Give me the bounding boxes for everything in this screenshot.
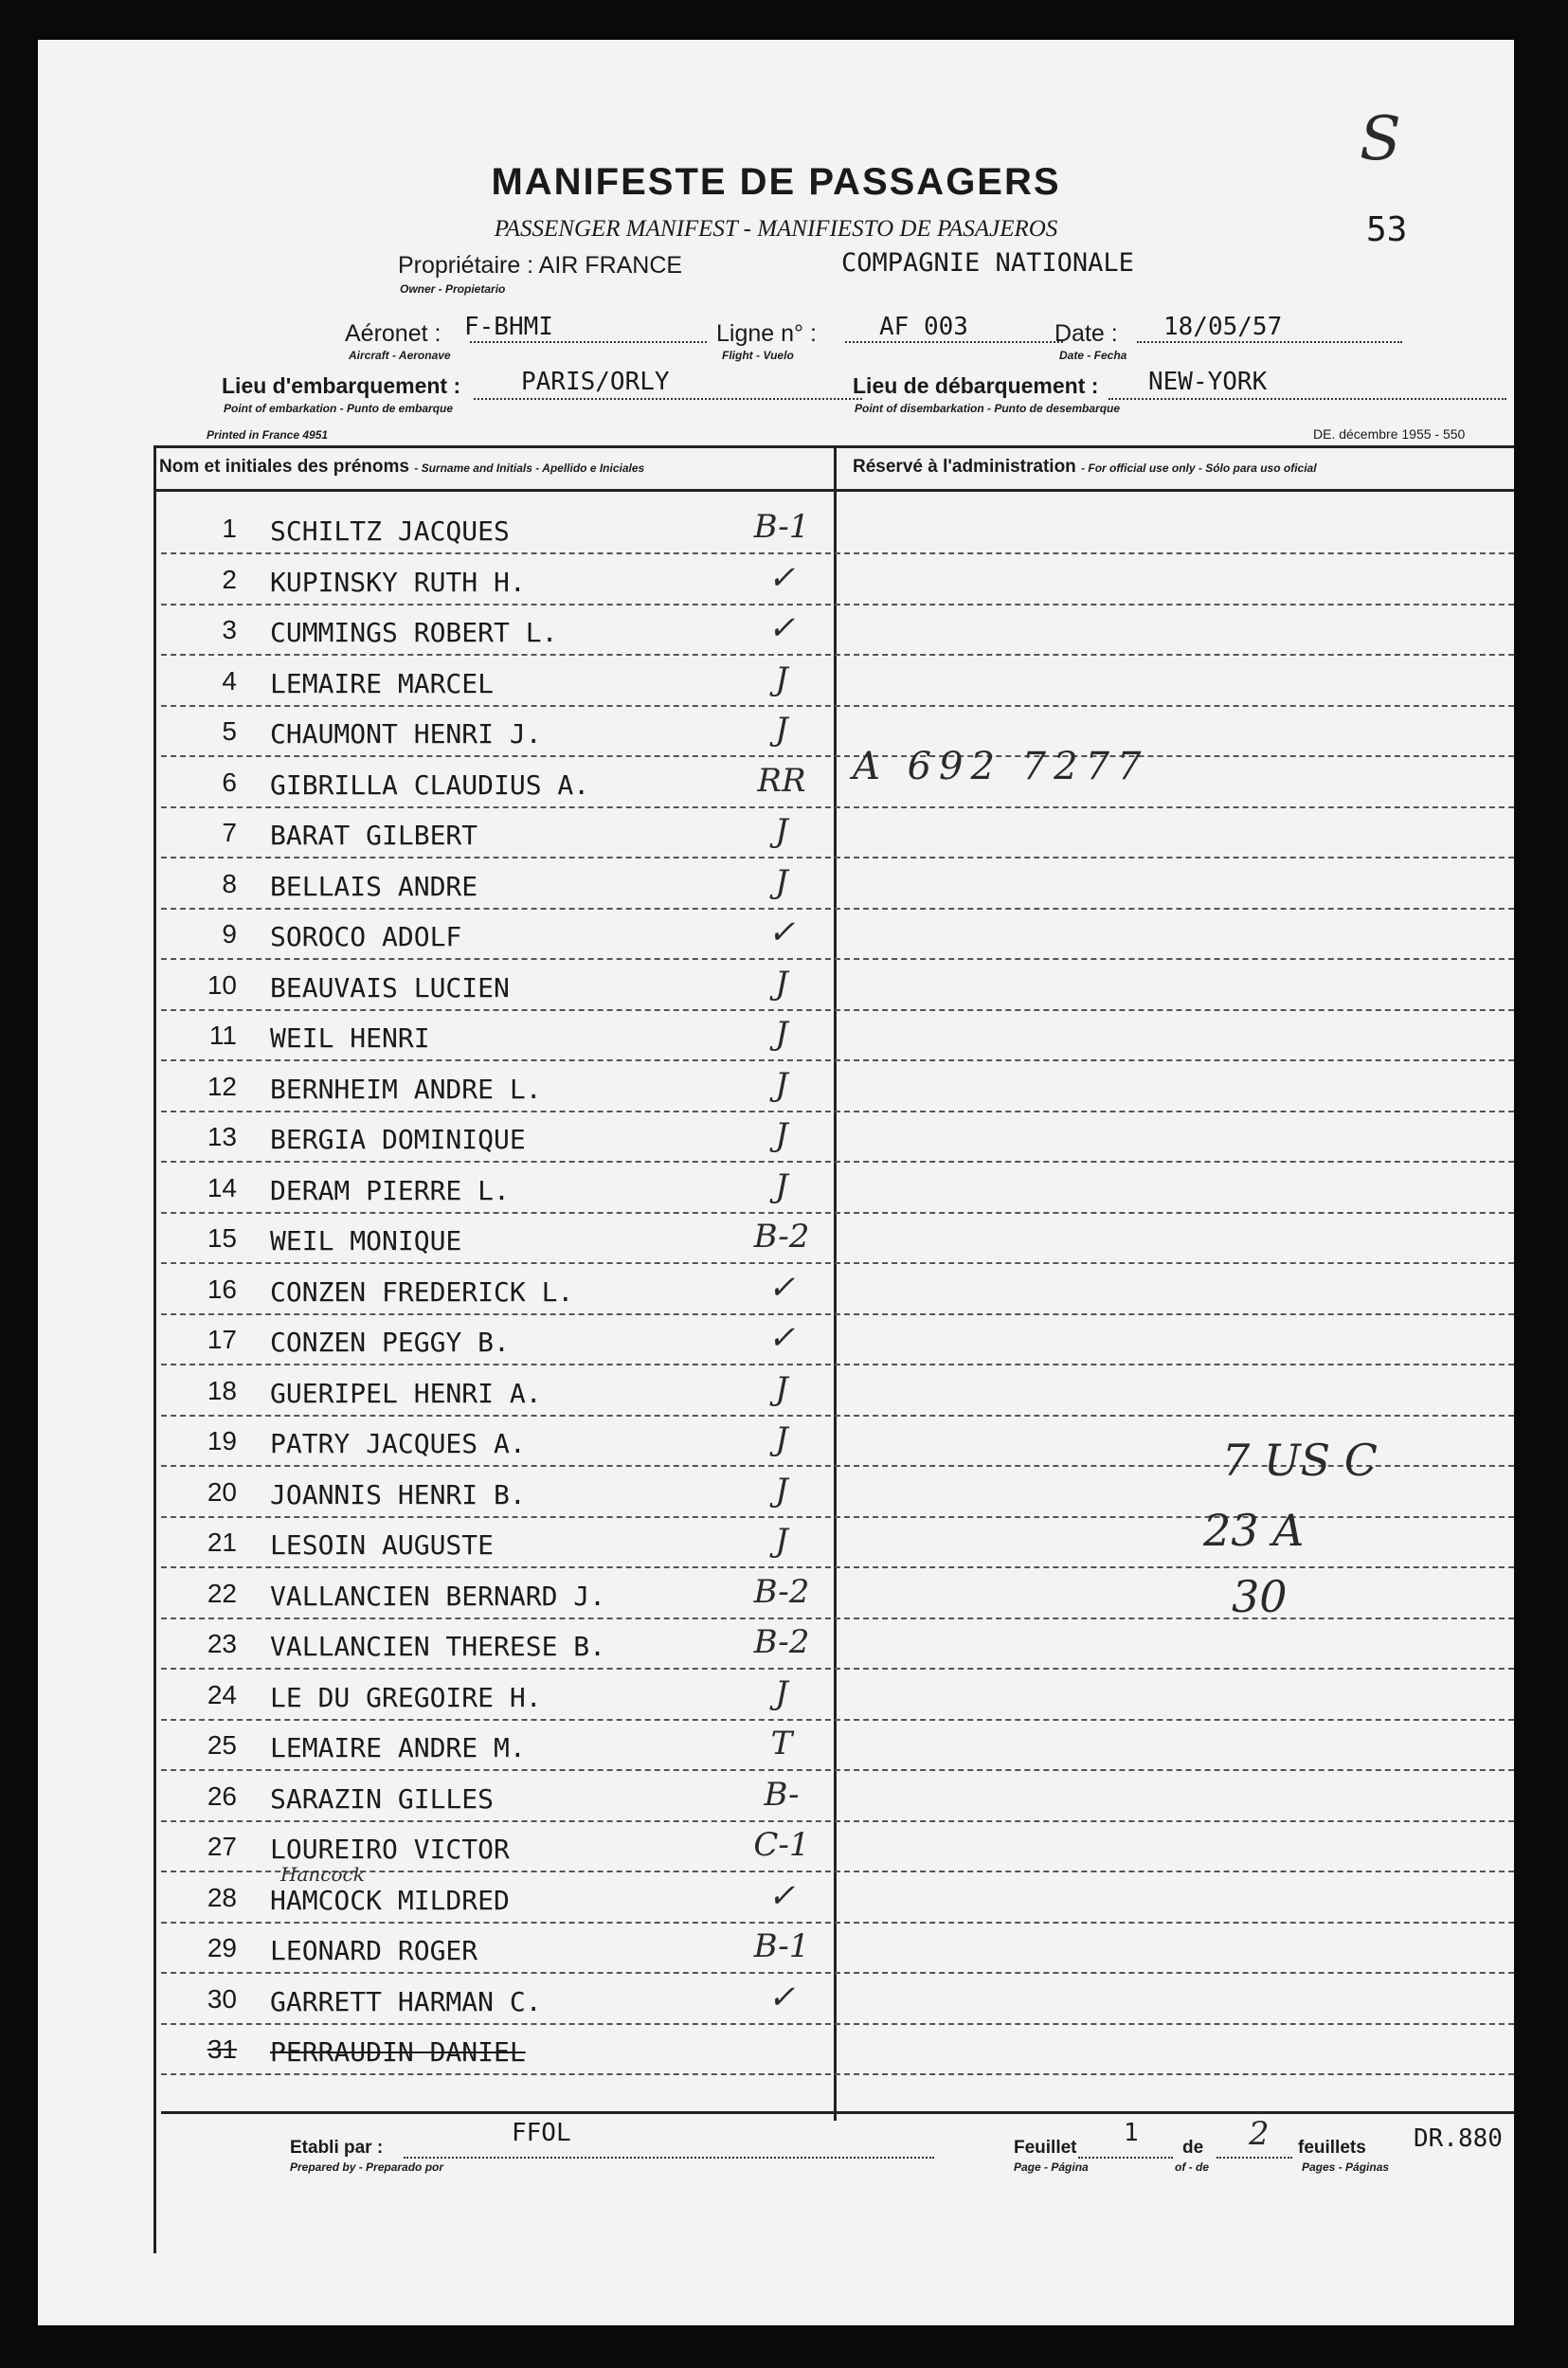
row28-annotation: Hancock <box>280 1863 365 1886</box>
table-row <box>38 1619 1514 1670</box>
status-mark: ✓ <box>767 1319 796 1357</box>
row-number: 8 <box>222 868 237 898</box>
embark-sub: Point of embarkation - Punto de embarque <box>224 402 454 415</box>
table-row <box>38 1366 1514 1417</box>
table-row <box>38 1214 1514 1264</box>
status-mark: ✓ <box>767 1978 796 2016</box>
passenger-name: LEONARD ROGER <box>270 1935 478 1966</box>
passenger-name: SARAZIN GILLES <box>270 1782 495 1815</box>
table-row <box>38 1062 1514 1112</box>
owner-sub: Owner - Propietario <box>400 282 506 296</box>
aircraft-sub: Aircraft - Aeronave <box>349 349 451 362</box>
flight-label: Ligne n° : <box>716 320 817 347</box>
table-row <box>38 961 1514 1011</box>
row-number: 6 <box>222 767 237 797</box>
row-number: 16 <box>207 1274 237 1304</box>
row-number: 22 <box>207 1578 237 1608</box>
row-number: 17 <box>207 1325 237 1354</box>
page-value: 1 <box>1124 2119 1139 2147</box>
passenger-name: BERGIA DOMINIQUE <box>270 1124 526 1155</box>
passenger-name: CONZEN FREDERICK L. <box>270 1275 574 1308</box>
status-mark: ✓ <box>767 558 796 597</box>
row-number: 28 <box>207 1882 237 1912</box>
table-row <box>38 1822 1514 1872</box>
passenger-name: BELLAIS ANDRE <box>270 870 478 902</box>
prepared-label: Etabli par : <box>290 2138 384 2158</box>
row-number: 9 <box>222 919 237 949</box>
row-number: 27 <box>207 1832 237 1861</box>
col1-header <box>159 457 644 478</box>
status-mark: C-1 <box>753 1826 810 1864</box>
status-mark: J <box>775 964 788 1003</box>
page-subtitle: PASSENGER MANIFEST - MANIFIESTO DE PASAJEROS <box>494 216 1058 242</box>
row-number: 12 <box>207 1071 237 1101</box>
passenger-name: GUERIPEL HENRI A. <box>270 1377 542 1409</box>
passenger-name: JOANNIS HENRI B. <box>270 1478 526 1510</box>
status-mark: J <box>775 1369 788 1408</box>
row-number: 23 <box>207 1629 237 1658</box>
status-mark: J <box>775 1522 788 1560</box>
table-row <box>38 1112 1514 1163</box>
table-row <box>38 606 1514 656</box>
date-value: 18/05/57 <box>1163 313 1283 341</box>
corner-letter: S <box>1360 104 1401 174</box>
row-number: 14 <box>207 1172 237 1202</box>
passenger-name: BEAUVAIS LUCIEN <box>270 971 510 1003</box>
date-sub: Date - Fecha <box>1059 349 1127 362</box>
status-mark: J <box>775 1166 788 1205</box>
passenger-name: LE DU GREGOIRE H. <box>270 1681 542 1713</box>
pages-label: feuillets <box>1298 2138 1366 2158</box>
status-mark: J <box>775 1420 788 1458</box>
table-row <box>38 1164 1514 1214</box>
row-number: 29 <box>207 1933 237 1962</box>
status-mark: J <box>775 711 788 749</box>
row-number: 7 <box>222 818 237 847</box>
manifest-sheet <box>38 40 1514 2325</box>
table-row <box>38 859 1514 910</box>
passenger-name: CHAUMONT HENRI J. <box>270 718 542 750</box>
row-number: 1 <box>222 514 237 543</box>
table-row <box>38 758 1514 808</box>
status-mark: T <box>770 1725 793 1762</box>
status-mark: B-2 <box>753 1218 810 1256</box>
passenger-name: HAMCOCK MILDRED <box>270 1884 510 1916</box>
passenger-name: BERNHEIM ANDRE L. <box>270 1073 542 1105</box>
status-mark: B-2 <box>753 1623 810 1661</box>
row-number: 26 <box>207 1781 237 1811</box>
table-row <box>38 1924 1514 1974</box>
status-mark: J <box>775 660 788 698</box>
printed-note: Printed in France 4951 <box>207 428 329 442</box>
aircraft-label: Aéronet : <box>345 320 442 347</box>
status-mark: B-2 <box>753 1572 810 1611</box>
page-label: Feuillet <box>1014 2138 1077 2158</box>
status-mark: ✓ <box>767 913 796 951</box>
row-number: 30 <box>207 1983 237 2014</box>
passenger-name: PATRY JACQUES A. <box>270 1428 526 1459</box>
table-row <box>38 504 1514 554</box>
of-sub: of - de <box>1175 2160 1209 2174</box>
prepared-sub: Prepared by - Preparado por <box>290 2160 444 2174</box>
table-row <box>38 555 1514 606</box>
row-number: 19 <box>207 1426 237 1455</box>
status-mark: B- <box>764 1775 800 1814</box>
table-row <box>38 657 1514 707</box>
passenger-name: DERAM PIERRE L. <box>270 1174 510 1206</box>
row6-note: A 692 7277 <box>853 745 1149 788</box>
disembark-label: Lieu de débarquement : <box>853 373 1099 398</box>
passenger-name: CONZEN PEGGY B. <box>270 1327 510 1358</box>
table-row <box>38 1011 1514 1061</box>
passenger-name: PERRAUDIN DANIEL <box>270 2036 526 2068</box>
row-number: 15 <box>207 1223 237 1253</box>
row-number: 11 <box>208 1021 237 1050</box>
passenger-name: WEIL MONIQUE <box>270 1225 462 1256</box>
passenger-name: CUMMINGS ROBERT L. <box>270 617 558 648</box>
status-mark: J <box>775 862 788 901</box>
table-row <box>38 1721 1514 1771</box>
embark-label: Lieu d'embarquement : <box>222 373 461 398</box>
row-number: 10 <box>207 969 237 1000</box>
row-number: 13 <box>207 1122 237 1151</box>
owner-value: COMPAGNIE NATIONALE <box>841 248 1134 278</box>
table-row <box>38 1975 1514 2025</box>
passenger-name: SCHILTZ JACQUES <box>270 515 510 547</box>
row-number: 20 <box>207 1476 237 1507</box>
table-row <box>38 910 1514 960</box>
status-mark: J <box>775 1673 788 1712</box>
form-code: DR.880 <box>1414 2124 1503 2153</box>
status-mark: J <box>775 1116 788 1154</box>
passenger-name: WEIL HENRI <box>270 1022 430 1054</box>
table-row <box>38 1772 1514 1822</box>
row-number: 5 <box>222 716 237 746</box>
status-mark: ✓ <box>767 1876 796 1915</box>
status-mark: B-1 <box>753 1927 810 1965</box>
table-row <box>38 808 1514 859</box>
status-mark: RR <box>757 761 806 800</box>
passenger-name: LESOIN AUGUSTE <box>270 1529 495 1561</box>
page-title: MANIFESTE DE PASSAGERS <box>491 161 1061 203</box>
prepared-value: FFOL <box>512 2119 571 2147</box>
col2-header <box>853 457 1317 478</box>
col1-header-text: Nom et initiales des prénoms <box>159 457 409 477</box>
row-number: 4 <box>222 665 237 696</box>
tally-line1: 7 US C <box>1222 1435 1378 1486</box>
row-number: 21 <box>207 1527 237 1557</box>
tally-line2: 23 A <box>1203 1505 1305 1556</box>
status-mark: ✓ <box>767 609 796 647</box>
date-label: Date : <box>1054 320 1118 347</box>
pages-sub: Pages - Páginas <box>1302 2160 1390 2174</box>
table-row <box>38 707 1514 757</box>
owner-label: Propriétaire : AIR FRANCE <box>398 252 683 279</box>
row-number: 2 <box>222 564 237 594</box>
passenger-name: LEMAIRE MARCEL <box>270 667 495 699</box>
passenger-name: KUPINSKY RUTH H. <box>270 566 526 598</box>
status-mark: J <box>775 1065 788 1104</box>
table-row <box>38 2025 1514 2075</box>
table-row <box>38 1873 1514 1924</box>
row-number: 24 <box>207 1679 237 1709</box>
aircraft-value: F-BHMI <box>464 313 553 341</box>
of-label: de <box>1182 2138 1204 2158</box>
status-mark: B-1 <box>753 508 810 546</box>
row-number: 31 <box>207 2034 237 2064</box>
flight-value: AF 003 <box>879 313 968 341</box>
status-mark: J <box>775 812 788 850</box>
disembark-sub: Point of disembarkation - Punto de desembarque <box>855 402 1121 415</box>
edition-note: DE. décembre 1955 - 550 <box>1313 426 1466 442</box>
col2-header-sub: - For official use only - Sólo para uso oficial <box>1081 461 1317 475</box>
col1-header-sub: - Surname and Initials - Apellido e Iniciales <box>414 461 645 475</box>
table-row <box>38 1569 1514 1619</box>
status-mark: ✓ <box>767 1268 796 1307</box>
page-sub: Page - Página <box>1014 2160 1089 2174</box>
passenger-name: LEMAIRE ANDRE M. <box>270 1732 526 1763</box>
passenger-name: VALLANCIEN BERNARD J. <box>270 1580 606 1612</box>
table-row <box>38 1671 1514 1721</box>
col2-header-text: Réservé à l'administration <box>853 457 1076 477</box>
flight-sub: Flight - Vuelo <box>722 349 794 362</box>
passenger-name: GIBRILLA CLAUDIUS A. <box>270 768 590 801</box>
disembark-value: NEW-YORK <box>1148 368 1268 396</box>
row-number: 25 <box>207 1730 237 1760</box>
of-value: 2 <box>1249 2115 1270 2153</box>
table-row <box>38 1265 1514 1315</box>
row-number: 18 <box>207 1375 237 1405</box>
passenger-name: GARRETT HARMAN C. <box>270 1985 542 2017</box>
embark-value: PARIS/ORLY <box>521 368 670 396</box>
passenger-name: SOROCO ADOLF <box>270 921 462 952</box>
passenger-name: BARAT GILBERT <box>270 820 478 851</box>
status-mark: J <box>775 1471 788 1509</box>
passenger-name: VALLANCIEN THERESE B. <box>270 1631 606 1662</box>
tally-line3: 30 <box>1232 1571 1288 1622</box>
table-row <box>38 1315 1514 1365</box>
row-number: 3 <box>222 615 237 644</box>
passenger-name: LOUREIRO VICTOR <box>270 1834 510 1865</box>
corner-number: 53 <box>1366 210 1408 249</box>
status-mark: J <box>775 1015 788 1053</box>
